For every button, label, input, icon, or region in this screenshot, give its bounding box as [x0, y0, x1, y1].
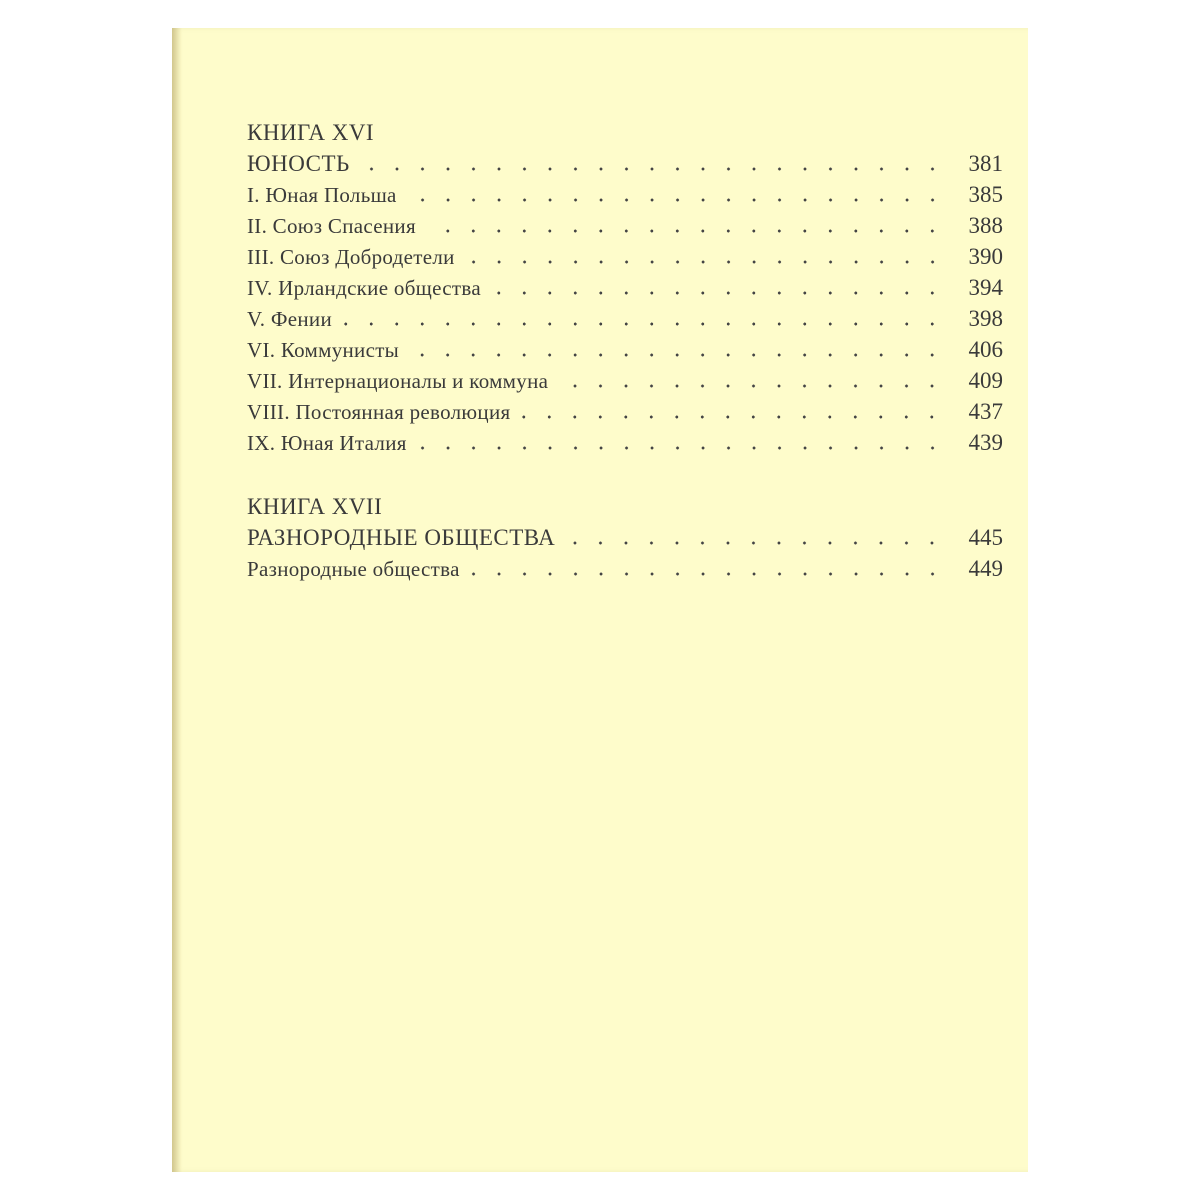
toc-entry-title: Разнородные общества	[247, 557, 460, 581]
dot-leader	[558, 384, 945, 388]
toc-entry	[247, 334, 1003, 365]
dot-leader	[360, 167, 945, 171]
toc-entry-title: II. Союз Спасения	[247, 214, 416, 238]
dot-leader	[426, 229, 945, 233]
toc-entry-page: 385	[968, 182, 1003, 207]
toc-book-xvii	[247, 491, 1003, 584]
toc-entry	[247, 179, 1003, 210]
toc-entry-page: 449	[968, 556, 1003, 581]
toc-entry-page: 437	[968, 399, 1003, 424]
toc-entry-title: VI. Коммунисты	[247, 338, 400, 362]
toc-entry-title: VIII. Постоянная революция	[247, 400, 511, 424]
dot-leader	[417, 446, 945, 450]
dot-leader	[565, 541, 945, 545]
toc-entry	[247, 553, 1003, 584]
toc-entry-page: 390	[968, 244, 1003, 269]
book-label: КНИГА XVI	[247, 120, 375, 145]
toc-entry	[247, 427, 1003, 458]
book-page	[172, 28, 1028, 1172]
dot-leader	[470, 572, 945, 576]
toc-entry-page: 409	[968, 368, 1003, 393]
toc-entry-title: IV. Ирландские общества	[247, 276, 481, 300]
toc-entry-page: 394	[968, 275, 1003, 300]
toc-book-xvi	[247, 117, 1003, 458]
toc-entry-title: VII. Интернационалы и коммуна	[247, 369, 549, 393]
dot-leader	[407, 198, 945, 202]
toc-entry-title: ЮНОСТЬ	[247, 151, 350, 176]
toc-entry	[247, 365, 1003, 396]
toc-entry-page: 388	[968, 213, 1003, 238]
toc-entry-title: РАЗНОРОДНЫЕ ОБЩЕСТВА	[247, 525, 556, 550]
toc-entry-page: 406	[968, 337, 1003, 362]
toc-entry	[247, 396, 1003, 427]
toc-entry	[247, 272, 1003, 303]
toc-entry-page: 439	[968, 430, 1003, 455]
dot-leader	[342, 322, 945, 326]
dot-leader	[409, 353, 945, 357]
toc-entry	[247, 210, 1003, 241]
dot-leader	[491, 291, 945, 295]
toc-entry-page: 445	[968, 525, 1003, 550]
dot-leader	[465, 260, 945, 264]
toc-entry-title: I. Юная Польша	[247, 183, 397, 207]
toc-entry	[247, 148, 1003, 179]
toc-entry	[247, 241, 1003, 272]
toc-entry-title: IX. Юная Италия	[247, 431, 407, 455]
book-label: КНИГА XVII	[247, 494, 383, 519]
toc-entry	[247, 522, 1003, 553]
toc-entry-page: 398	[968, 306, 1003, 331]
toc-entry	[247, 303, 1003, 334]
toc-entry-page: 381	[968, 151, 1003, 176]
toc-entry-title: V. Фении	[247, 307, 332, 331]
dot-leader	[520, 415, 945, 419]
toc-entry-title: III. Союз Добродетели	[247, 245, 455, 269]
